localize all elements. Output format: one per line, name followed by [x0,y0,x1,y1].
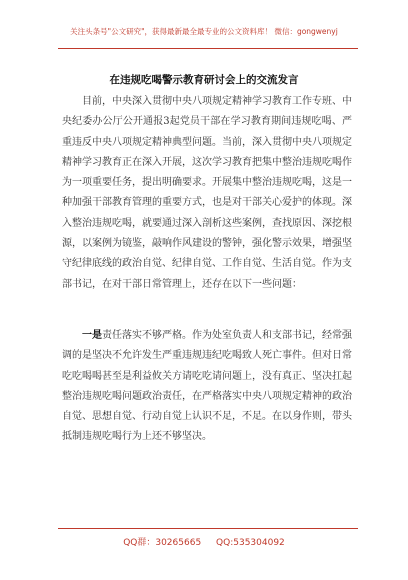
point-1-text: 责任落实不够严格。作为处室负责人和支部书记，经常强调的是坚决不允许发生严重违规违纪吃喝致人死亡事件。但对日常吃吃喝喝甚至是利益攸关方请吃吃请问题上，没有真正、坚决扛起整治违规吃喝问题政治责任，在严格落实中央八项规定精神的政治自觉、思想自觉、行动自觉上认识不足，不足。在以身作则，带头抵制违规吃喝行为上还不够坚决。 [62,330,352,443]
footer-qq: QQ:535304092 [216,538,285,548]
body-paragraph-point-1 [62,326,352,448]
paragraph-point-1 [62,326,352,448]
body-paragraph-intro [62,92,352,295]
point-1-lead: 一是 [82,330,102,341]
footer-divider [58,528,358,529]
footer-contact [0,535,408,548]
document-title: 在违规吃喝警示教育研讨会上的交流发言 [109,74,299,86]
header-promo-note: 关注头条号"公文研究"，获得最新最全最专业的公文资料库！ 微信：gongwenyj [70,27,338,36]
header-divider [58,48,358,49]
paragraph-intro-text: 目前，中央深入贯彻中央八项规定精神学习教育工作专班、中央纪委办公厅公开通报3起党员干部在学习教育期间违规吃喝、严重违反中央八项规定精神典型问题。当前，深入贯彻中央八项规定精神学习教育正在深入开展，这次学习教育把集中整治违规吃喝作为一项重要任务，提出明确要求。开展集中整治违规吃喝，这是一种加强干部教育管理的重要方式，也是对干部关心爱护的体现。深入整治违规吃喝，就要通过深入剖析这些案例，查找原因、深挖根源，以案例为镜鉴，敲响作风建设的警钟，强化警示效果，增强坚守纪律底线的政治自觉、纪律自觉、工作自觉、生活自觉。作为支部书记，在对干部日常管理上，还存在以下一些问题： [62,96,352,290]
footer-qq-group: QQ群：30265665 [123,538,202,548]
